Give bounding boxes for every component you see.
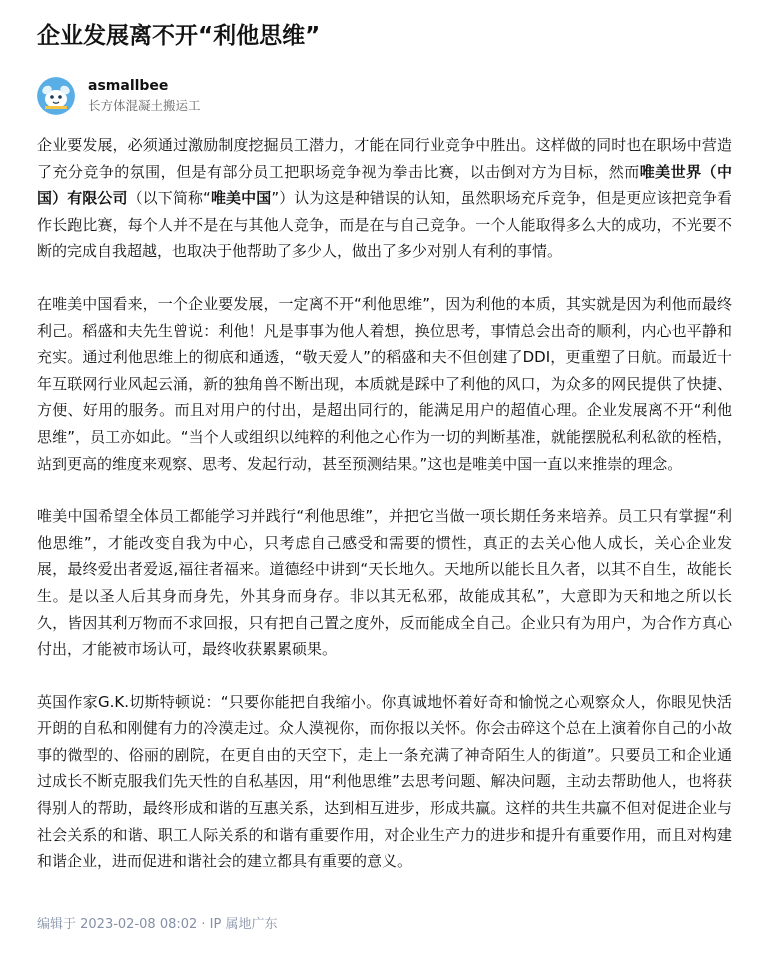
- author-card[interactable]: [37, 76, 732, 116]
- article-paragraph: [37, 689, 732, 875]
- paragraph-text: （以下简称“: [127, 189, 211, 208]
- paragraph-text: 英国作家G.K.切斯特顿说：“只要你能把自我缩小。你真诚地怀着好奇和愉悦之心观察众人，你眼见快活开朗的自私和刚健有力的冷漠走过。众人漠视你，而你报以关怀。你会击碎这个总在上演着你自己的小故事的微型的、俗丽的剧院，在更自由的天空下，走上一条充满了神奇陌生人的街道”。只要员工和企业通过成长不断克服我们先天性的自私基因，用“利他思维”去思考问题、解决问题，主动去帮助他人，也将获得别人的帮助，最终形成和谐的互惠关系，达到相互进步，形成共赢。这样的共生共赢不但对促进企业与社会关系的和谐、职工人际关系的和谐有重要作用，对企业生产力的进步和提升有重要作用，而且对构建和谐企业，进而促进和谐社会的建立都具有重要的意义。: [37, 692, 732, 871]
- bold-text: 唯美世界（中国）有限公司: [37, 162, 732, 208]
- edit-meta: 编辑于 2023-02-08 08:02 · IP 属地广东: [37, 917, 278, 932]
- author-info: [88, 77, 201, 115]
- article-paragraph: [37, 132, 732, 265]
- bee-avatar-icon[interactable]: [37, 77, 75, 115]
- author-headline: 长方体混凝土搬运工: [88, 98, 201, 113]
- article-paragraph: [37, 291, 732, 477]
- article-title: 企业发展离不开“利他思维”: [37, 23, 321, 49]
- paragraph-text: 在唯美中国看来，一个企业要发展，一定离不开“利他思维”，因为利他的本质，其实就是因为利他而最终利己。稻盛和夫先生曾说：利他！凡是事事为他人着想，换位思考，事情总会出奇的顺利，内心也平静和充实。通过利他思维上的彻底和通透，“敬天爱人”的稻盛和夫不但创建了DDI，更重塑了日航。而最近十年互联网行业风起云涌，新的独角兽不断出现，本质就是踩中了利他的风口，为众多的网民提供了快捷、方便、好用的服务。而且对用户的付出，是超出同行的，能满足用户的超值心理。企业发展离不开“利他思维”，员工亦如此。“当个人或组织以纯粹的利他之心作为一切的判断基准，就能摆脱私利私欲的桎梏，站到更高的维度来观察、思考、发起行动，甚至预测结果。”这也是唯美中国一直以来推崇的理念。: [37, 294, 732, 473]
- article-content: [37, 132, 732, 875]
- paragraph-text: 唯美中国希望全体员工都能学习并践行“利他思维”，并把它当做一项长期任务来培养。员工只有掌握“利他思维”，才能改变自我为中心，只考虑自己感受和需要的惯性，真正的去关心他人成长，关心企业发展，最终爱出者爱返,福往者福来。道德经中讲到“天长地久。天地所以能长且久者，以其不自生，故能长生。是以圣人后其身而身先，外其身而身存。非以其无私邪，故能成其私”，大意即为天和地之所以长久，皆因其利万物而不求回报，只有把自己置之度外，反而能成全自己。企业只有为用户，为合作方真心付出，才能被市场认可，最终收获累累硕果。: [37, 507, 732, 659]
- bold-text: 唯美中国: [210, 189, 272, 208]
- article-paragraph: [37, 503, 732, 663]
- author-name[interactable]: asmallbee: [88, 78, 169, 94]
- paragraph-text: 企业要发展，必须通过激励制度挖掘员工潜力，才能在同行业竞争中胜出。这样做的同时也在职场中营造了充分竞争的氛围，但是有部分员工把职场竞争视为拳击比赛，以击倒对方为目标，然而: [37, 136, 732, 181]
- paragraph-text: ”）认为这是种错误的认知，虽然职场充斥竞争，但是更应该把竞争看作长跑比赛，每个人并不是在与其他人竞争，而是在与自己竞争。一个人能取得多么大的成功，不光要不断的完成自我超越，也取决于他帮助了多少人，做出了多少对别人有利的事情。: [37, 189, 732, 261]
